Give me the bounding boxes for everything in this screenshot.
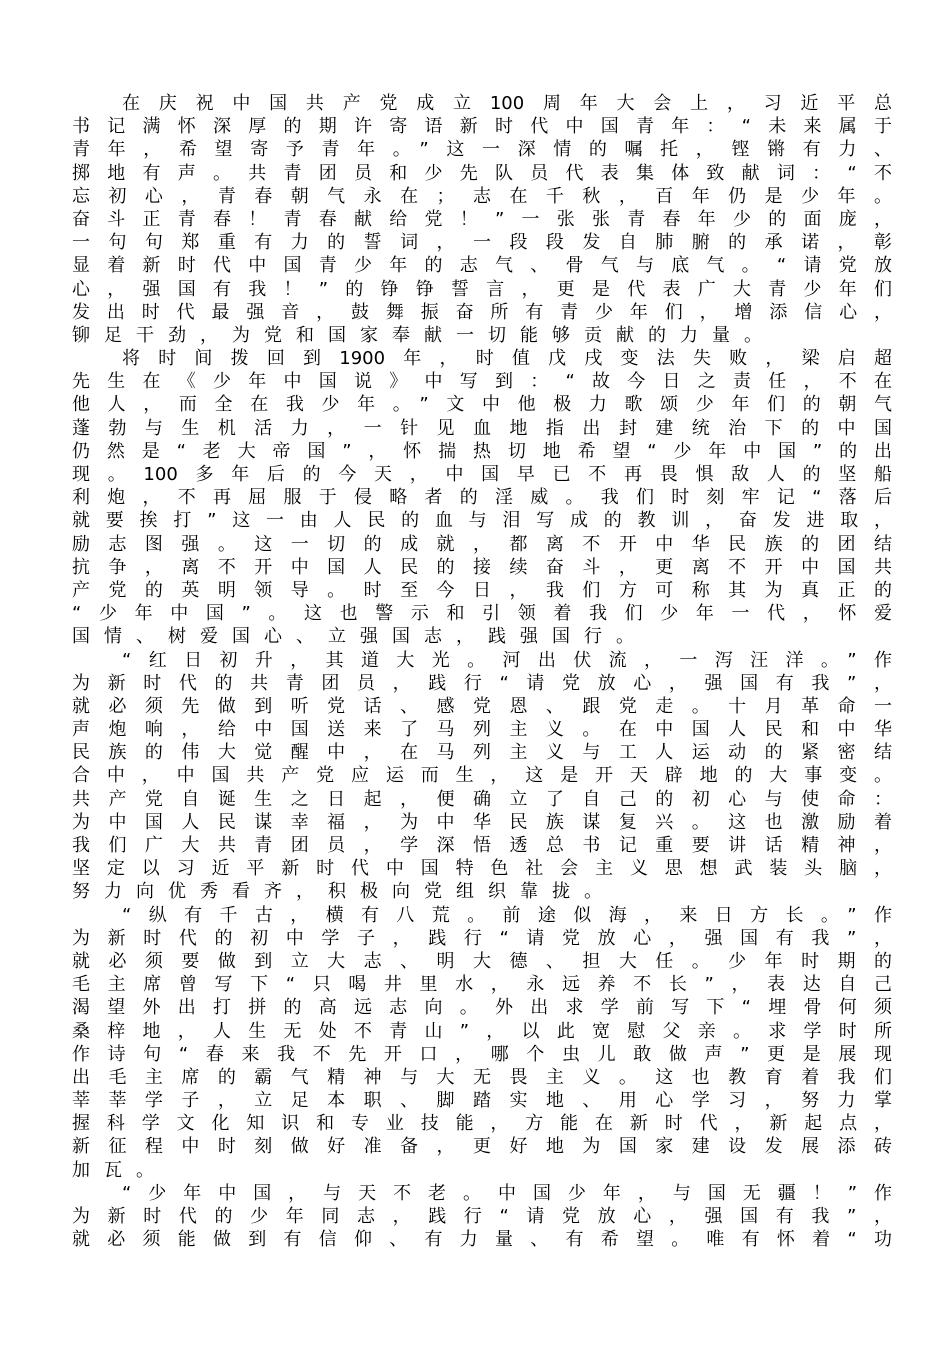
paragraph-3 <box>72 649 892 904</box>
text-line: 毛主席曾写下“只喝井里水，永远养不长”，表达自己 <box>72 974 892 996</box>
text-line: 为新时代的初中学子，践行“请党放心，强国有我”， <box>72 927 892 949</box>
text-line: 声炮响，给中国送来了马列主义。在中国人民和中华 <box>72 719 892 741</box>
text-line: 仍然是“老大帝国”，怀揣热切地希望“少年中国”的出 <box>72 440 892 462</box>
text-line: 书记满怀深厚的期许寄语新时代中国青年：“未来属于 <box>72 116 892 138</box>
text-line: 掷地有声。共青团员和少先队员代表集体致献词：“不 <box>72 162 892 184</box>
text-line: 显着新时代中国青少年的志气、骨气与底气。“请党放 <box>72 255 892 277</box>
text-line: 铆足干劲，为党和国家奉献一切能够贡献的力量。 <box>72 324 776 346</box>
text-line: 坚定以习近平新时代中国特色社会主义思想武装头脑， <box>72 858 892 880</box>
paragraph-5 <box>72 1182 892 1252</box>
text-line: 一句句郑重有力的誓词，一段段发自肺腑的承诺，彰 <box>72 232 892 254</box>
text-line: 在庆祝中国共产党成立100周年大会上，习近平总 <box>122 93 892 114</box>
text-line: 为新时代的共青团员，践行“请党放心，强国有我”， <box>72 672 892 694</box>
text-line: 现。100多年后的今天，中国早已不再畏惧敌人的坚船 <box>72 464 892 485</box>
text-line: 作诗句“春来我不先开口，哪个虫儿敢做声”更是展现 <box>72 1043 892 1065</box>
text-line: 合中，中国共产党应运而生，这是开天辟地的大事变。 <box>72 765 892 787</box>
text-line: 我们广大共青团员，学深悟透总书记重要讲话精神， <box>72 835 892 856</box>
text-line: 发出时代最强音，鼓舞振奋所有青少年们，增添信心， <box>72 301 892 323</box>
text-line: “红日初升，其道大光。河出伏流，一泻汪洋。”作 <box>122 649 892 671</box>
text-line: 抗争，离不开中国人民的接续奋斗，更离不开中国共 <box>72 556 892 578</box>
text-line: 渴望外出打拼的高远志向。外出求学前写下“埋骨何须 <box>72 997 892 1019</box>
text-line: 桑梓地，人生无处不青山”，以此宽慰父亲。求学时所 <box>72 1020 892 1042</box>
text-line: 为中国人民谋幸福，为中华民族谋复兴。这也激励着 <box>72 811 892 833</box>
text-line: 为新时代的少年同志，践行“请党放心，强国有我”， <box>72 1206 892 1227</box>
document-body <box>72 92 892 1251</box>
text-line: “少年中国，与天不老。中国少年，与国无疆！”作 <box>122 1182 892 1204</box>
paragraph-1 <box>72 92 892 347</box>
text-line: 他人，而全在我少年。”文中他极力歌颂少年们的朝气 <box>72 394 892 416</box>
text-line: 莘莘学子，立足本职、脚踏实地、用心学习，努力掌 <box>72 1090 892 1112</box>
text-line: 产党的英明领导。时至今日，我们方可称其为真正的 <box>72 579 892 601</box>
paragraph-2 <box>72 347 892 648</box>
paragraph-4 <box>72 904 892 1182</box>
text-line: 出毛主席的霸气精神与大无畏主义。这也教育着我们 <box>72 1066 892 1088</box>
text-line: 先生在《少年中国说》中写到：“故今日之责任，不在 <box>72 371 892 393</box>
text-line: 蓬勃与生机活力，一针见血地指出封建统治下的中国 <box>72 417 892 439</box>
text-line: 民族的伟大觉醒中，在马列主义与工人运动的紧密结 <box>72 742 892 764</box>
text-line: 将时间拨回到1900年，时值戊戌变法失败，梁启超 <box>122 348 892 370</box>
text-line: 就必须能做到有信仰、有力量、有希望。唯有怀着“功 <box>72 1229 892 1251</box>
text-line: 加瓦。 <box>72 1159 168 1181</box>
text-line: 就要挨打”这一由人民的血与泪写成的教训，奋发进取， <box>72 510 892 532</box>
text-line: 心，强国有我！”的铮铮誓言，更是代表广大青少年们 <box>72 278 892 300</box>
text-line: 青年，希望寄予青年。”这一深情的嘱托，铿锵有力、 <box>72 139 892 161</box>
text-line: 励志图强。这一切的成就，都离不开中华民族的团结 <box>72 533 892 555</box>
text-line: “纵有千古，横有八荒。前途似海，来日方长。”作 <box>122 904 892 926</box>
text-line: 忘初心，青春朝气永在；志在千秋，百年仍是少年。 <box>72 185 892 207</box>
text-line: 新征程中时刻做好准备，更好地为国家建设发展添砖 <box>72 1136 892 1158</box>
text-line: 利炮，不再屈服于侵略者的淫威。我们时刻牢记“落后 <box>72 487 892 509</box>
text-line: 共产党自诞生之日起，便确立了自己的初心与使命： <box>72 788 892 810</box>
text-line: 就必须先做到听党话、感党恩、跟党走。十月革命一 <box>72 695 892 717</box>
text-line: “少年中国”。这也警示和引领着我们少年一代，怀爱 <box>72 603 892 625</box>
text-line: 握科学文化知识和专业技能，方能在新时代，新起点， <box>72 1113 892 1135</box>
text-line: 国情、树爱国心、立强国志，践强国行。 <box>72 626 648 648</box>
text-line: 奋斗正青春！青春献给党！”一张张青春年少的面庞， <box>72 208 892 230</box>
text-line: 努力向优秀看齐，积极向党组织靠拢。 <box>72 881 616 903</box>
text-line: 就必须要做到立大志、明大德、担大任。少年时期的 <box>72 950 892 972</box>
